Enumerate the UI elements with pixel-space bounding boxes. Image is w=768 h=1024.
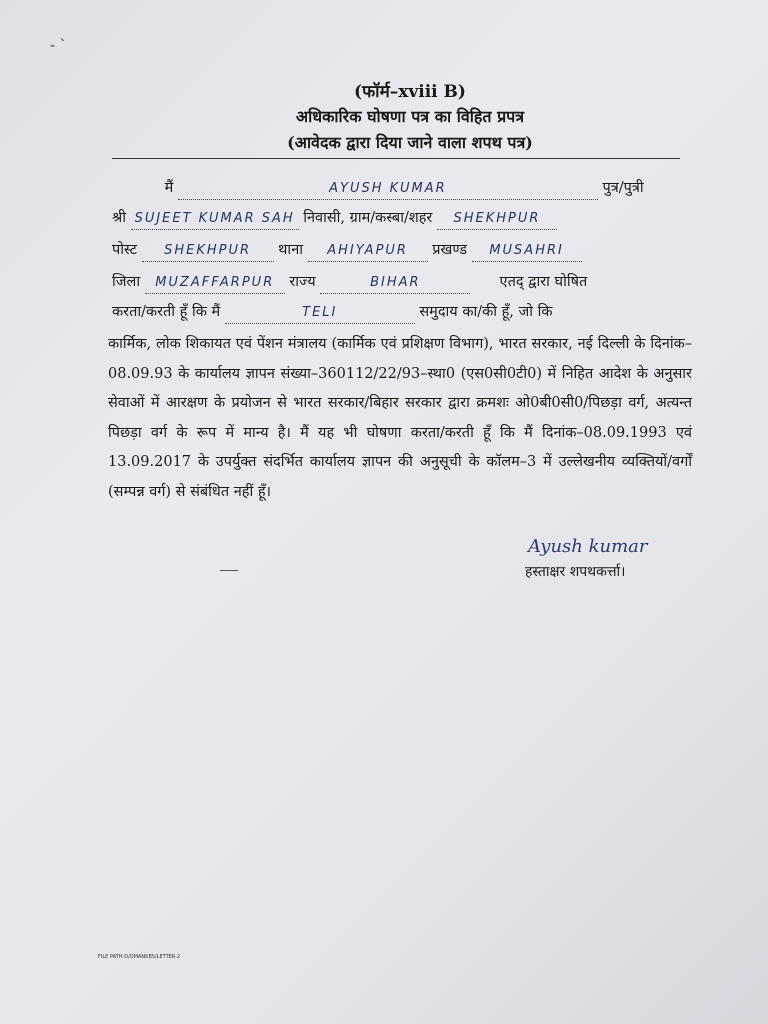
line4-suffix: एतद् द्वारा घोषित — [499, 274, 588, 290]
name-line — [112, 178, 692, 200]
district-label: जिला — [112, 274, 141, 290]
state-field: BIHAR — [320, 273, 470, 294]
line1-suffix: पुत्र/पुत्री — [602, 180, 644, 196]
post-field: SHEKHPUR — [142, 241, 274, 262]
block-field: MUSAHRI — [472, 241, 582, 262]
line1-prefix: मैं — [164, 180, 174, 196]
signature-label: हस्ताक्षर शपथकर्त्ता। — [525, 564, 626, 580]
stray-mark — [220, 570, 238, 571]
line2-mid: निवासी, ग्राम/कस्बा/शहर — [303, 210, 433, 226]
father-name-field: SUJEET KUMAR SAH — [131, 209, 299, 230]
applicant-name-field: AYUSH KUMAR — [178, 179, 598, 200]
district-field: MUZAFFARPUR — [145, 273, 285, 294]
address-line — [112, 240, 692, 262]
thana-field: AHIYAPUR — [308, 241, 428, 262]
corner-marks: - ` — [50, 38, 67, 54]
handwritten-signature: Ayush kumar — [528, 536, 648, 557]
village-field: SHEKHPUR — [437, 209, 557, 230]
declaration-body: कार्मिक, लोक शिकायत एवं पेंशन मंत्रालय (कार्मिक एवं प्रशिक्षण विभाग), भारत सरकार, नई दिल्ली के दिनांक–08.09.93 के कार्यालय ज्ञापन संख्या–360112/22/93–स्था0 (एस0सी0टी0) में निहित आदेश के अनुसार सेवाओं में आरक्षण के प्रयोजन से भारत सरकार/बिहार सरकार द्वारा क्रमशः ओ0बी0सी0/पिछड़ा वर्ग, अत्यन्त पिछड़ा वर्ग के रूप में मान्य है। मैं यह भी घोषणा करता/करती हूँ कि मैं दिनांक–08.09.1993 एवं 13.09.2017 के उपर्युक्त संदर्भित कार्यालय ज्ञापन की अनुसूची के कॉलम–3 में उल्लेखनीय व्यक्तियों/वर्गों (सम्पन्न वर्ग) से संबंधित नहीं हूँ। — [108, 336, 692, 500]
block-label: प्रखण्ड — [432, 242, 467, 258]
line2-prefix: श्री — [112, 210, 127, 226]
form-title: अधिकारिक घोषणा पत्र का विहित प्रपत्र — [295, 107, 525, 126]
post-label: पोस्ट — [112, 242, 137, 258]
state-label: राज्य — [289, 274, 316, 290]
line5-prefix: करता/करती हूँ कि मैं — [112, 304, 221, 320]
line5-suffix: समुदाय का/की हूँ, जो कि — [419, 304, 553, 320]
district-line — [112, 272, 692, 294]
community-field: TELI — [225, 303, 415, 324]
form-subtitle: (आवेदक द्वारा दिया जाने वाला शपथ पत्र) — [287, 133, 533, 152]
header-divider — [112, 158, 680, 159]
father-line — [112, 208, 692, 230]
community-line — [112, 302, 692, 324]
thana-label: थाना — [278, 242, 303, 258]
file-path-footer: FILE PATH-D/OMANKBS/LETTER-2 — [98, 954, 181, 960]
form-header — [150, 80, 670, 156]
form-number: (फॉर्म–xviii B) — [354, 82, 466, 102]
